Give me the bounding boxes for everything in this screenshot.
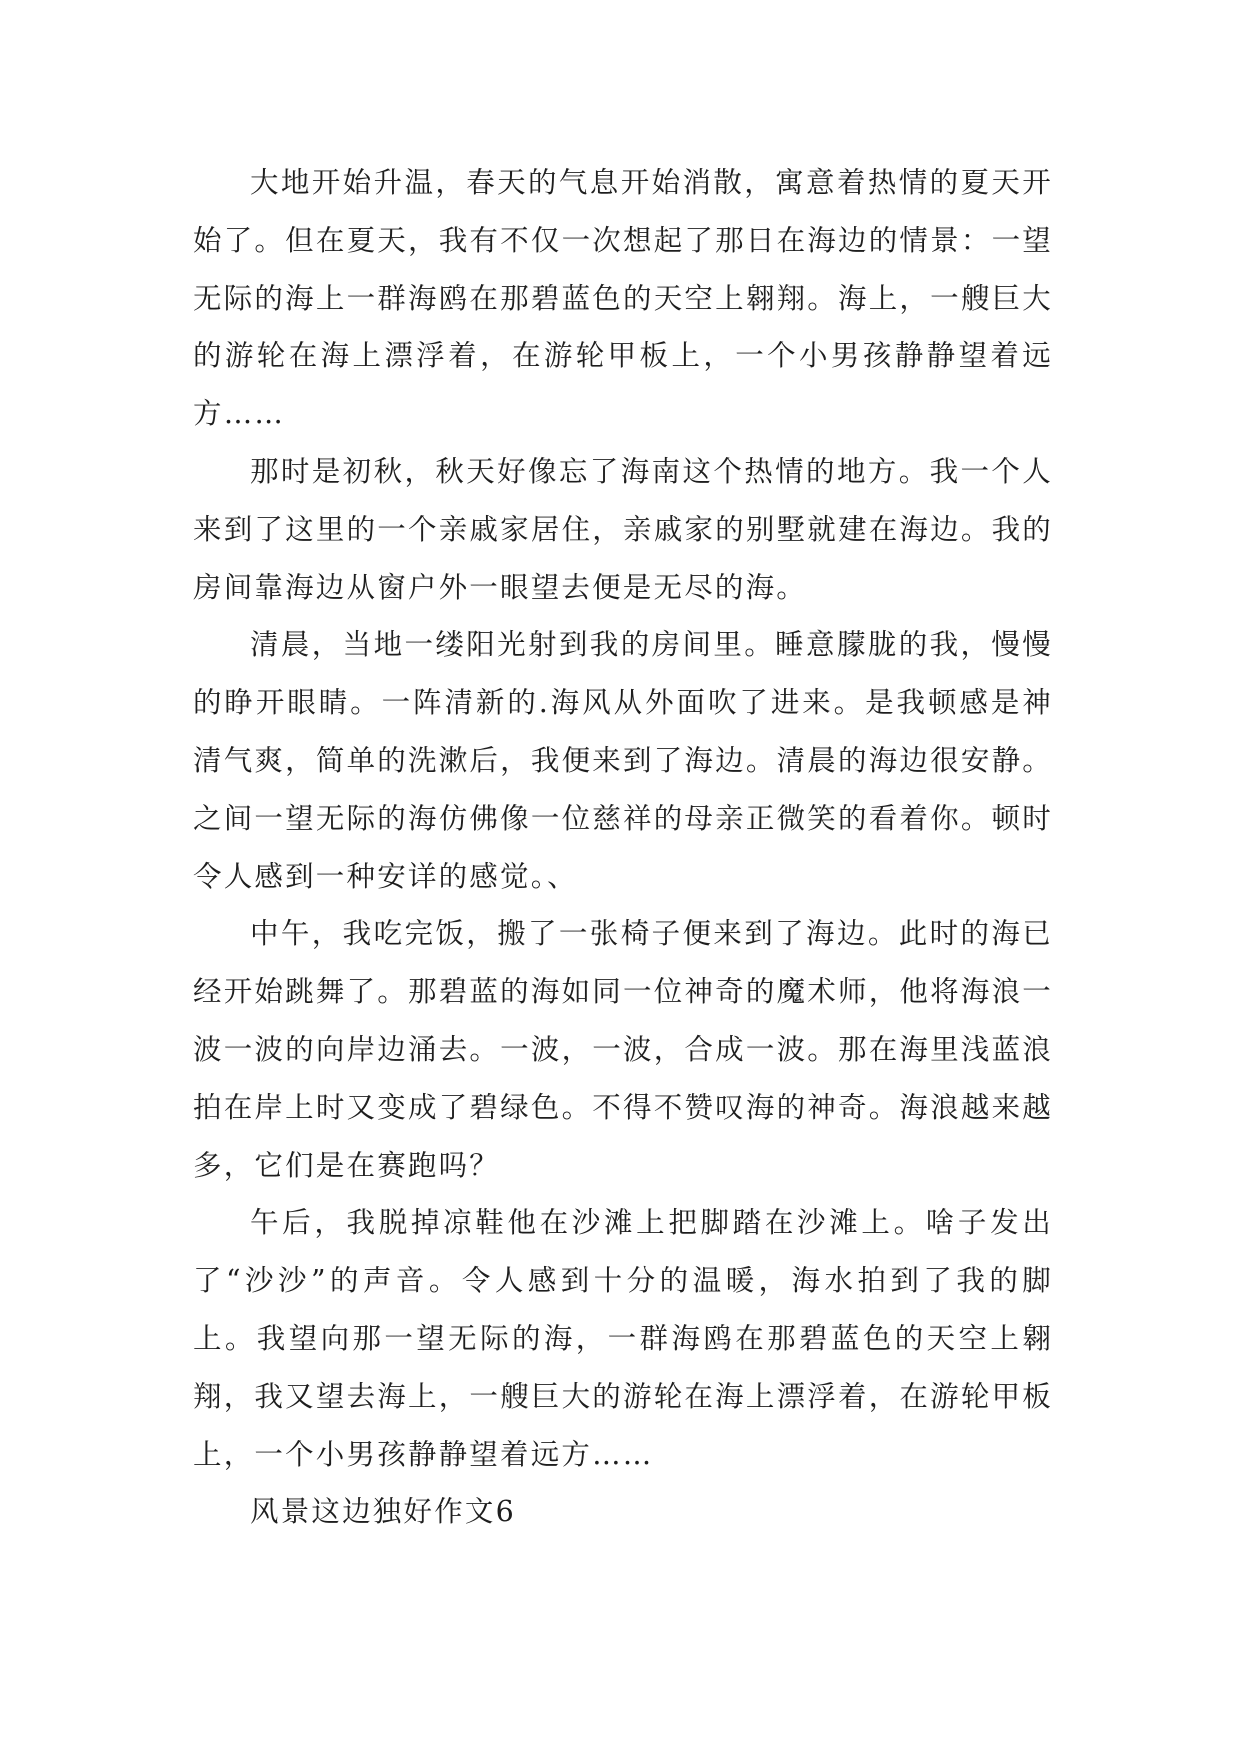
- paragraph-2: 那时是初秋，秋天好像忘了海南这个热情的地方。我一个人来到了这里的一个亲戚家居住，亲戚家的别墅就建在海边。我的房间靠海边从窗户外一眼望去便是无尽的海。: [193, 454, 1053, 604]
- paragraph-1: 大地开始升温，春天的气息开始消散，寓意着热情的夏天开始了。但在夏天，我有不仅一次想起了那日在海边的情景：一望无际的海上一群海鸥在那碧蓝色的天空上翱翔。海上，一艘巨大的游轮在海上漂浮着，在游轮甲板上，一个小男孩静静望着远方……: [193, 166, 1053, 431]
- next-essay-heading: 风景这边独好作文6: [250, 1495, 516, 1529]
- essay-body: [193, 154, 1053, 1541]
- paragraph-4: 中午，我吃完饭，搬了一张椅子便来到了海边。此时的海已经开始跳舞了。那碧蓝的海如同一位神奇的魔术师，他将海浪一波一波的向岸边涌去。一波，一波，合成一波。那在海里浅蓝浪拍在岸上时又变成了碧绿色。不得不赞叹海的神奇。海浪越来越多，它们是在赛跑吗？: [193, 917, 1053, 1182]
- paragraph-5: 午后，我脱掉凉鞋他在沙滩上把脚踏在沙滩上。啥子发出了“沙沙”的声音。令人感到十分的温暖，海水拍到了我的脚上。我望向那一望无际的海，一群海鸥在那碧蓝色的天空上翱翔，我又望去海上，一艘巨大的游轮在海上漂浮着，在游轮甲板上，一个小男孩静静望着远方……: [193, 1206, 1053, 1471]
- paragraph-3: 清晨，当地一缕阳光射到我的房间里。睡意朦胧的我，慢慢的睁开眼睛。一阵清新的.海风从外面吹了进来。是我顿感是神清气爽，简单的洗漱后，我便来到了海边。清晨的海边很安静。之间一望无际的海仿佛像一位慈祥的母亲正微笑的看着你。顿时令人感到一种安详的感觉。、: [193, 628, 1053, 893]
